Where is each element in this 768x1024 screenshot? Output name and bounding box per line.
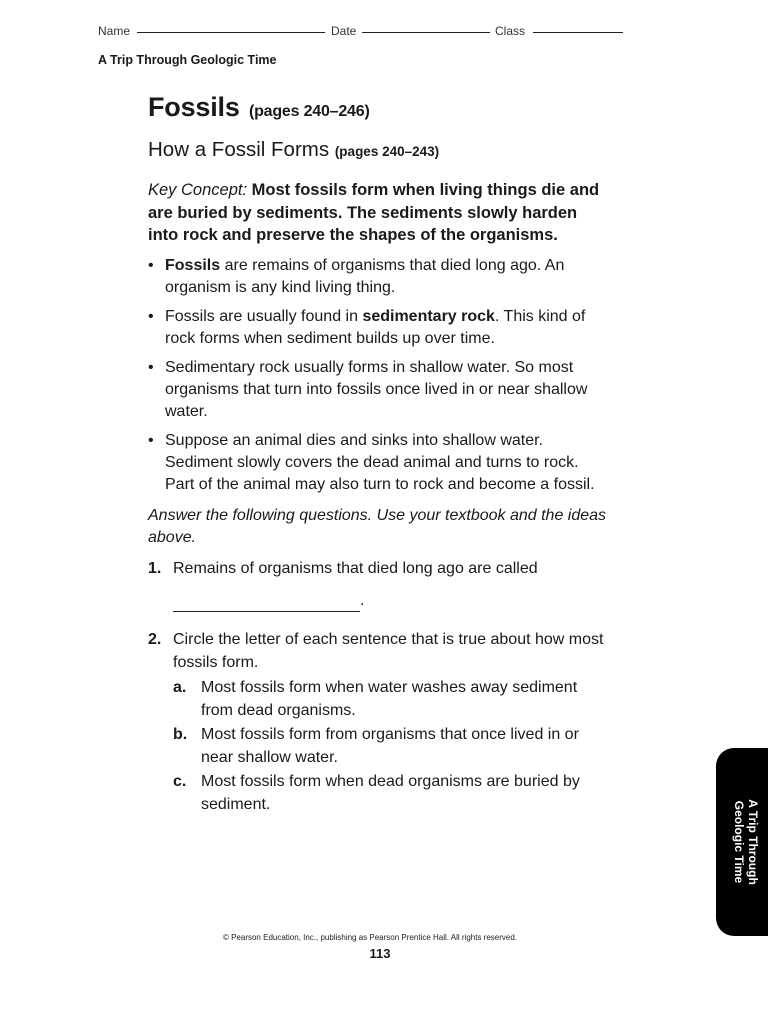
option-c[interactable] [173, 770, 608, 816]
question-number: 1. [148, 559, 162, 577]
question-number: 2. [148, 630, 162, 648]
option-b[interactable] [173, 723, 608, 769]
question-text: Remains of organisms that died long ago are called [173, 559, 538, 577]
option-text: Most fossils form when water washes away sediment from dead organisms. [201, 678, 578, 719]
side-tab-line-1: A Trip Through [746, 799, 760, 885]
bullet-text: Fossils are usually found in [165, 307, 363, 325]
answer-line [173, 590, 608, 612]
side-tab-label [732, 799, 760, 885]
student-info-header [98, 24, 624, 40]
title-pages: (pages 240–246) [248, 103, 370, 120]
option-text: Most fossils form from organisms that once lived in or near shallow water. [201, 725, 579, 766]
worksheet-content [148, 90, 608, 816]
title-text: Fossils [148, 92, 240, 122]
section-heading [148, 136, 608, 166]
subtitle-pages: (pages 240–243) [334, 144, 440, 159]
key-concept [148, 179, 608, 247]
copyright-notice: © Pearson Education, Inc., publishing as Pearson Prentice Hall. All rights reserved. [222, 933, 518, 942]
bullet-item [148, 357, 608, 423]
answer-blank-period: . [360, 591, 365, 609]
bullet-icon: • [148, 256, 154, 274]
question-2 [148, 628, 608, 816]
page-number: 113 [369, 946, 391, 961]
question-text: Circle the letter of each sentence that is true about how most fossils form. [173, 630, 604, 671]
bullet-text: Suppose an animal dies and sinks into shallow water. Sediment slowly covers the dead animal and turns to rock. Part of the animal may also turn to rock and become a fossil. [165, 431, 595, 493]
name-label: Name [98, 24, 131, 38]
key-concept-label: Key Concept: [148, 181, 248, 199]
bullet-item [148, 306, 608, 350]
key-concept-text: Most fossils form when living things die and are buried by sediments. The sediments slowly harden into rock and preserve the shapes of the organisms. [148, 181, 600, 244]
answer-blank[interactable] [173, 597, 360, 612]
bullet-icon: • [148, 358, 154, 376]
bullet-text: are remains of organisms that died long ago. An organism is any kind living thing. [165, 256, 565, 296]
answer-options [173, 676, 608, 816]
class-label: Class [495, 24, 526, 38]
option-a[interactable] [173, 676, 608, 722]
instructions: Answer the following questions. Use your textbook and the ideas above. [148, 506, 607, 546]
chapter-side-tab [716, 748, 768, 936]
bullet-icon: • [148, 307, 154, 325]
bullet-item [148, 430, 608, 496]
option-letter[interactable]: c. [173, 772, 187, 790]
bullet-icon: • [148, 431, 154, 449]
question-1 [148, 557, 608, 612]
page-title [148, 90, 608, 129]
date-field-line[interactable] [362, 32, 490, 33]
chapter-name: A Trip Through Geologic Time [98, 53, 277, 67]
name-field-line[interactable] [137, 32, 325, 33]
option-letter[interactable]: a. [173, 678, 187, 696]
class-field-line[interactable] [533, 32, 623, 33]
side-tab-line-2: Geologic Time [732, 800, 746, 884]
bullet-text: . This kind of rock forms when sediment builds up over time. [165, 307, 586, 347]
date-label: Date [331, 24, 357, 38]
option-letter[interactable]: b. [173, 725, 188, 743]
option-text: Most fossils form when dead organisms are buried by sediment. [201, 772, 580, 813]
bullet-item [148, 255, 608, 299]
bullet-list [148, 255, 608, 496]
bullet-bold-term: Fossils [165, 256, 221, 274]
subtitle-text: How a Fossil Forms [148, 138, 330, 161]
bullet-text: Sedimentary rock usually forms in shallow water. So most organisms that turn into fossils once lived in or near shallow water. [165, 358, 588, 420]
bullet-bold-term: sedimentary rock [362, 307, 495, 325]
